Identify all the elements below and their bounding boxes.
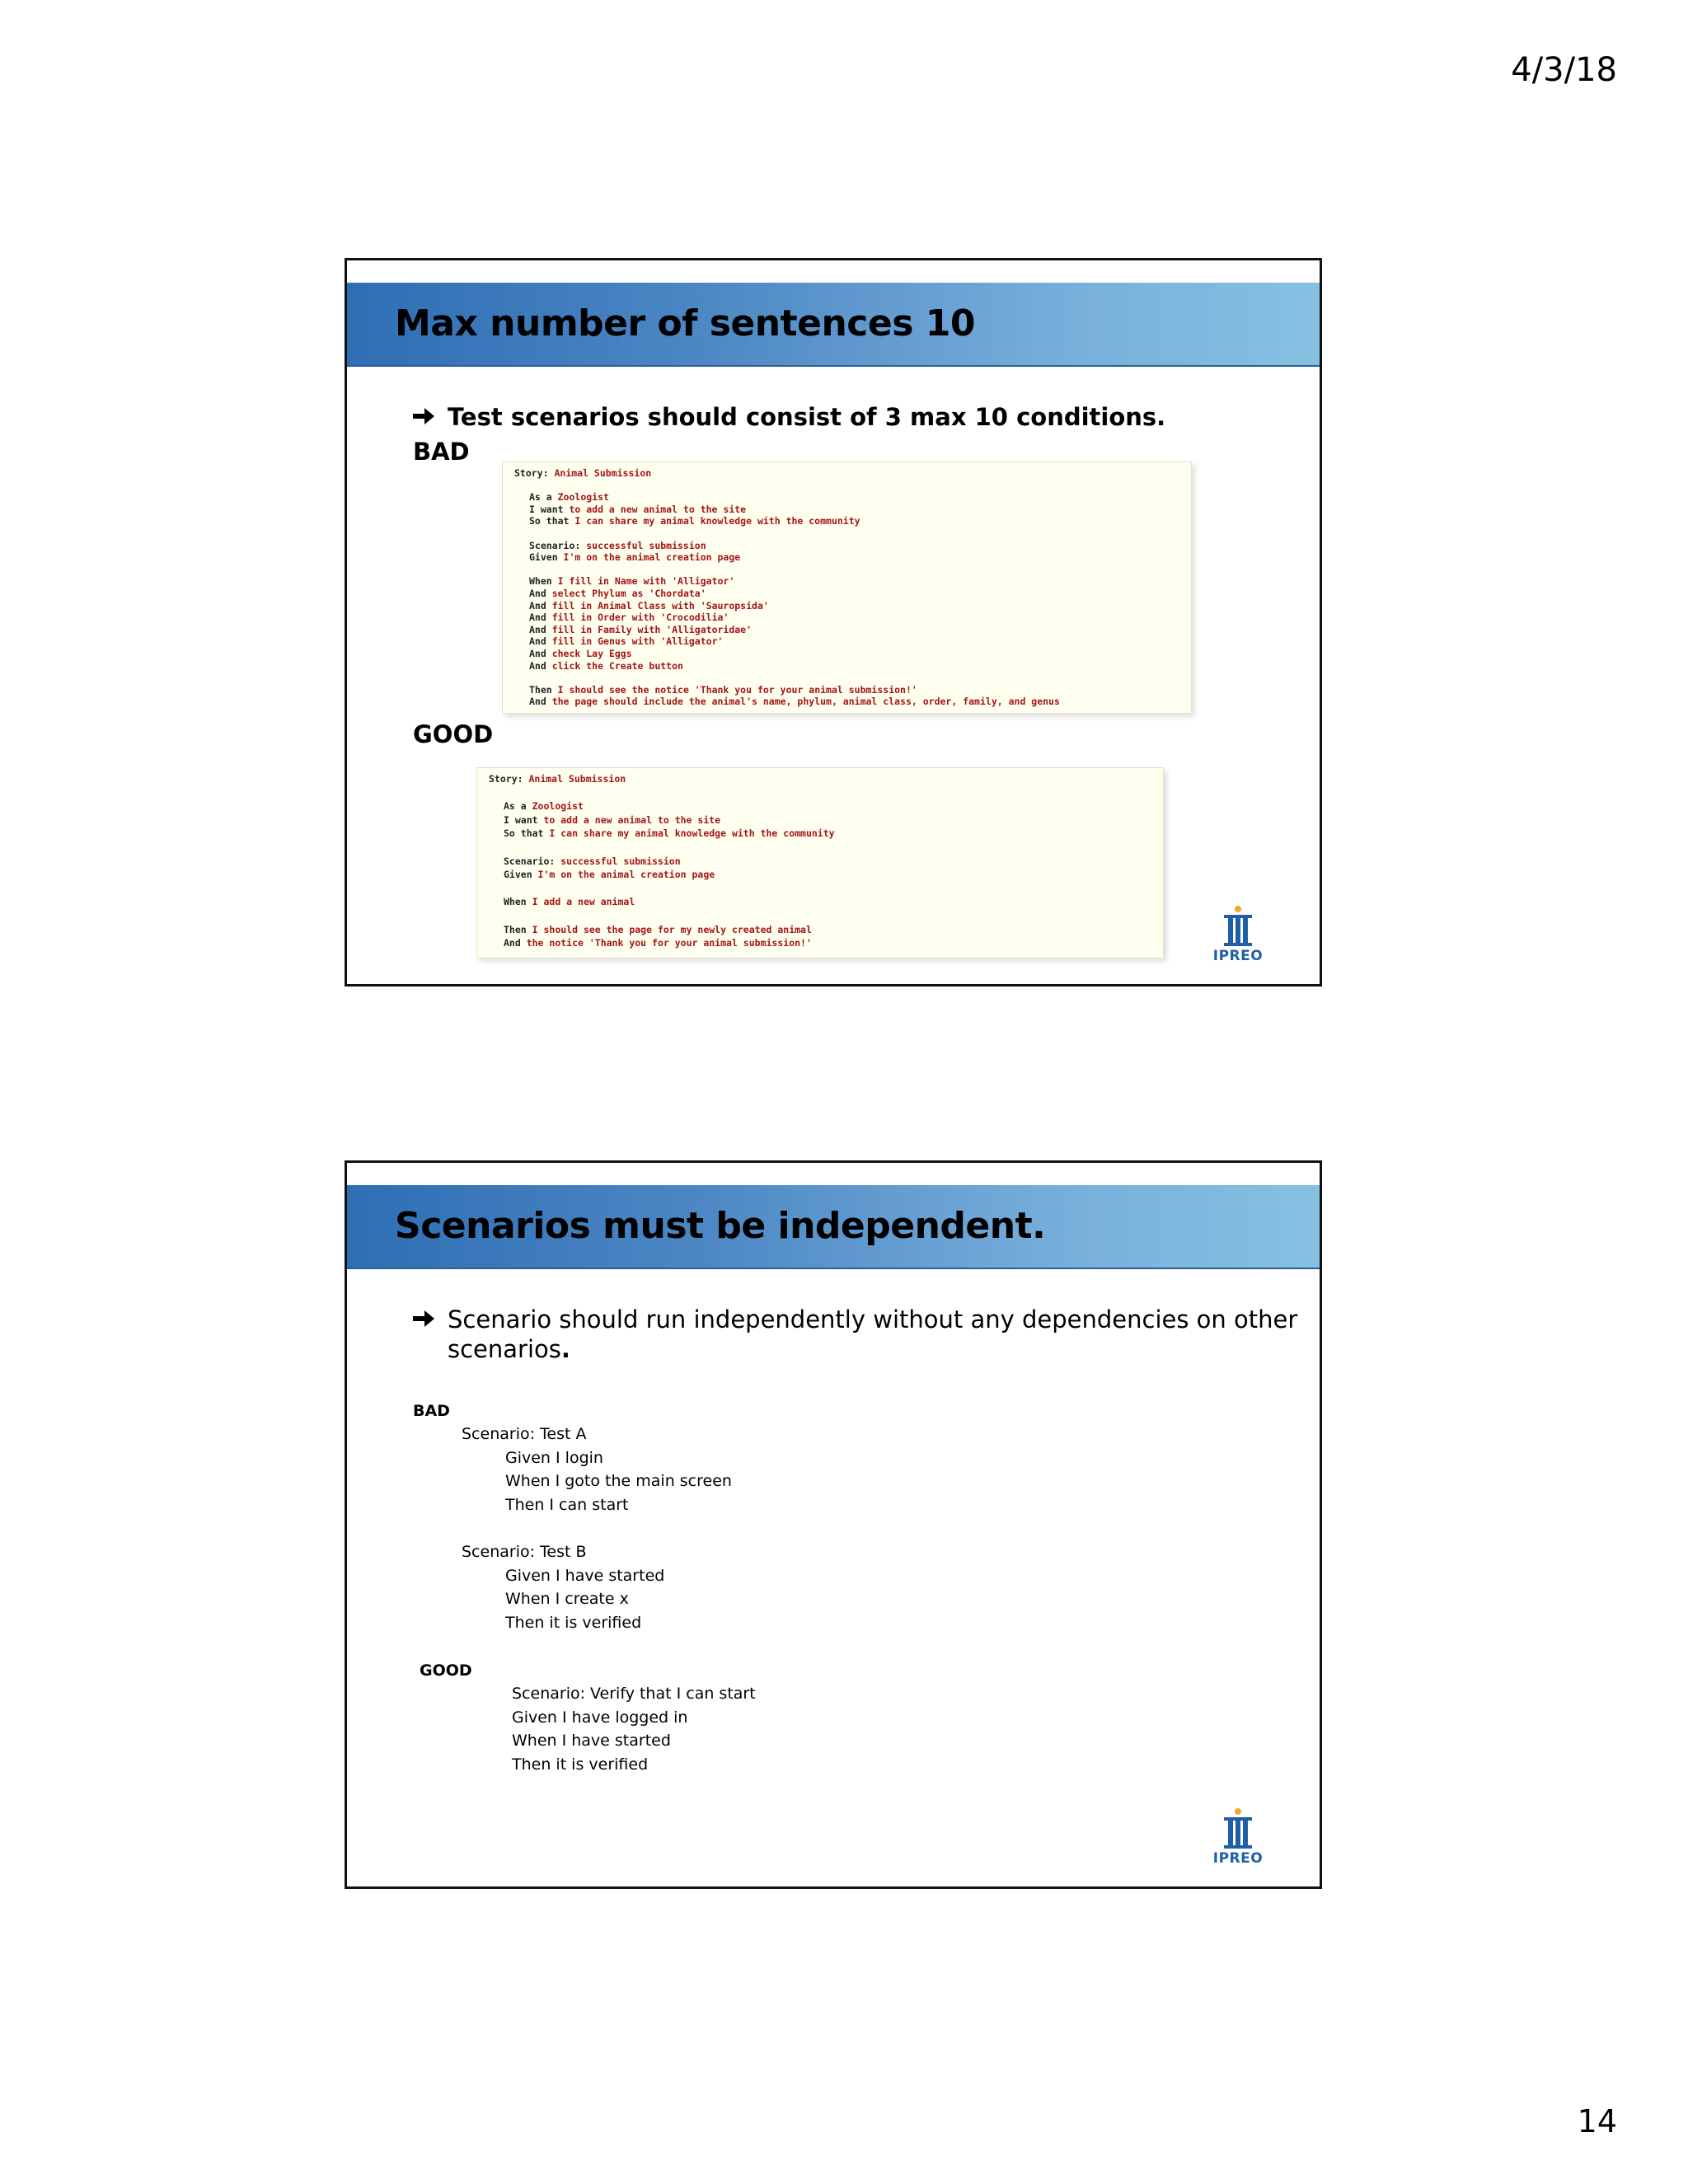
slide-max-sentences: [345, 258, 1322, 987]
code-text: check Lay Eggs: [546, 648, 632, 659]
code-line: [504, 855, 681, 867]
code-text: Zoologist: [526, 800, 584, 813]
code-text: the page should include the animal's name, phylum, animal class, order, family, and genus: [546, 696, 1060, 708]
code-text: I'm on the animal creation page: [557, 551, 741, 564]
code-keyword: I want: [504, 813, 538, 826]
code-text: Animal Submission: [523, 773, 626, 785]
code-line: [529, 491, 609, 503]
code-keyword: Story:: [489, 773, 523, 785]
code-line: [529, 551, 740, 563]
code-line: [504, 937, 812, 949]
code-text: Animal Submission: [548, 467, 652, 479]
code-text: I'm on the animal creation page: [532, 869, 715, 881]
scenario-line: Given I have started: [505, 1566, 665, 1585]
code-text: successful submission: [555, 855, 681, 867]
ipreo-logo-icon: [1209, 905, 1267, 948]
code-text: fill in Animal Class with 'Sauropsida': [546, 599, 769, 612]
code-keyword: And: [529, 612, 546, 624]
scenario-line: When I goto the main screen: [505, 1472, 732, 1491]
code-line: [529, 612, 729, 623]
scenario-line: When I create x: [505, 1590, 629, 1609]
code-keyword: Scenario:: [529, 539, 581, 551]
code-line: [504, 896, 635, 907]
code-keyword: Then: [504, 923, 527, 935]
slide-header: [347, 1185, 1320, 1269]
code-text: fill in Genus with 'Alligator': [546, 635, 724, 648]
bullet-item: [411, 1305, 1297, 1364]
page-number: 14: [1577, 2103, 1617, 2139]
code-line: [529, 600, 769, 612]
code-keyword: And: [529, 635, 546, 648]
code-line: [529, 575, 734, 587]
bullet-line-2-end: .: [560, 1335, 570, 1363]
slide-independent-scenarios: [345, 1160, 1322, 1889]
code-keyword: I want: [529, 503, 564, 515]
bullet-line-1: Scenario should run independently without any dependencies on other: [448, 1305, 1298, 1333]
good-label: GOOD: [413, 720, 494, 748]
code-line: [529, 660, 683, 672]
code-text: I add a new animal: [526, 896, 635, 908]
code-line: [529, 504, 746, 515]
code-keyword: So that: [529, 515, 570, 527]
code-line: [529, 588, 706, 599]
ipreo-logo-icon: [1209, 1807, 1267, 1850]
code-text: successful submission: [580, 539, 706, 551]
code-text: select Phylum as 'Chordata': [546, 588, 706, 599]
code-line: [504, 827, 835, 839]
bad-code-sample: [502, 462, 1192, 714]
code-line: [529, 635, 723, 647]
code-keyword: Given: [529, 551, 558, 564]
code-text: I can share my animal knowledge with the community: [543, 827, 835, 840]
ipreo-logo: [1209, 1807, 1267, 1872]
code-line: [514, 467, 651, 479]
code-keyword: And: [504, 937, 521, 949]
code-keyword: And: [529, 696, 546, 708]
code-text: click the Create button: [546, 659, 683, 672]
code-line: [529, 624, 752, 635]
scenario-line: Scenario: Test A: [462, 1425, 587, 1443]
good-code-sample: [476, 767, 1164, 958]
code-keyword: Then: [529, 683, 552, 696]
scenario-line: Then it is verified: [512, 1755, 649, 1774]
code-line: [529, 648, 632, 659]
code-line: [504, 800, 584, 812]
scenario-line: Then it is verified: [505, 1613, 642, 1632]
bullet-text: [448, 1305, 1297, 1364]
code-keyword: And: [529, 588, 546, 599]
code-text: I fill in Name with 'Alligator': [551, 575, 735, 588]
code-keyword: As a: [529, 491, 552, 504]
bad-label: BAD: [413, 438, 470, 466]
arrow-right-icon: [411, 1308, 436, 1329]
bullet-item: [411, 402, 1165, 432]
scenario-line: Given I have logged in: [512, 1708, 688, 1727]
scenario-line: Given I login: [505, 1448, 603, 1467]
code-keyword: And: [529, 599, 546, 612]
code-line: [529, 696, 1060, 707]
scenario-line: Scenario: Test B: [462, 1543, 587, 1561]
code-text: I should see the notice 'Thank you for your animal submission!': [551, 683, 917, 696]
code-line: [504, 869, 715, 880]
code-line: [529, 684, 917, 696]
code-text: fill in Family with 'Alligatoridae': [546, 623, 753, 635]
code-keyword: And: [529, 648, 546, 659]
code-keyword: And: [529, 659, 546, 672]
code-text: the notice 'Thank you for your animal submission!': [520, 937, 812, 949]
code-line: [529, 515, 860, 527]
code-text: I should see the page for my newly created animal: [526, 923, 812, 935]
code-keyword: When: [504, 896, 527, 908]
ipreo-logo-text: IPREO: [1212, 948, 1264, 964]
good-label: GOOD: [420, 1661, 472, 1680]
scenario-line: When I have started: [512, 1732, 671, 1750]
code-keyword: As a: [504, 800, 527, 813]
slide-header: [347, 283, 1320, 367]
bullet-line-2: [448, 1334, 1297, 1364]
scenario-line: Then I can start: [505, 1495, 629, 1514]
bullet-line-2-text: scenarios: [448, 1335, 561, 1363]
arrow-right-icon: [411, 405, 436, 427]
code-text: to add a new animal to the site: [563, 503, 747, 515]
code-keyword: When: [529, 575, 552, 588]
code-line: [529, 540, 706, 551]
bad-label: BAD: [413, 1402, 450, 1420]
code-keyword: So that: [504, 827, 544, 840]
page-date: 4/3/18: [1511, 51, 1617, 89]
scenario-line: Scenario: Verify that I can start: [512, 1685, 756, 1703]
slide-title: Max number of sentences 10: [395, 302, 975, 344]
code-text: fill in Order with 'Crocodilia': [546, 612, 729, 624]
code-text: I can share my animal knowledge with the community: [569, 515, 860, 527]
code-keyword: Story:: [514, 467, 549, 479]
code-keyword: Given: [504, 869, 532, 881]
code-keyword: Scenario:: [504, 855, 556, 867]
code-text: to add a new animal to the site: [537, 813, 721, 826]
code-line: [489, 773, 626, 785]
ipreo-logo-text: IPREO: [1212, 1850, 1264, 1867]
bullet-text: Test scenarios should consist of 3 max 10 conditions.: [448, 403, 1166, 431]
ipreo-logo: [1209, 905, 1267, 969]
code-text: Zoologist: [551, 491, 609, 504]
code-keyword: And: [529, 623, 546, 635]
code-line: [504, 924, 812, 935]
code-line: [504, 814, 720, 826]
slide-title: Scenarios must be independent.: [395, 1205, 1046, 1247]
